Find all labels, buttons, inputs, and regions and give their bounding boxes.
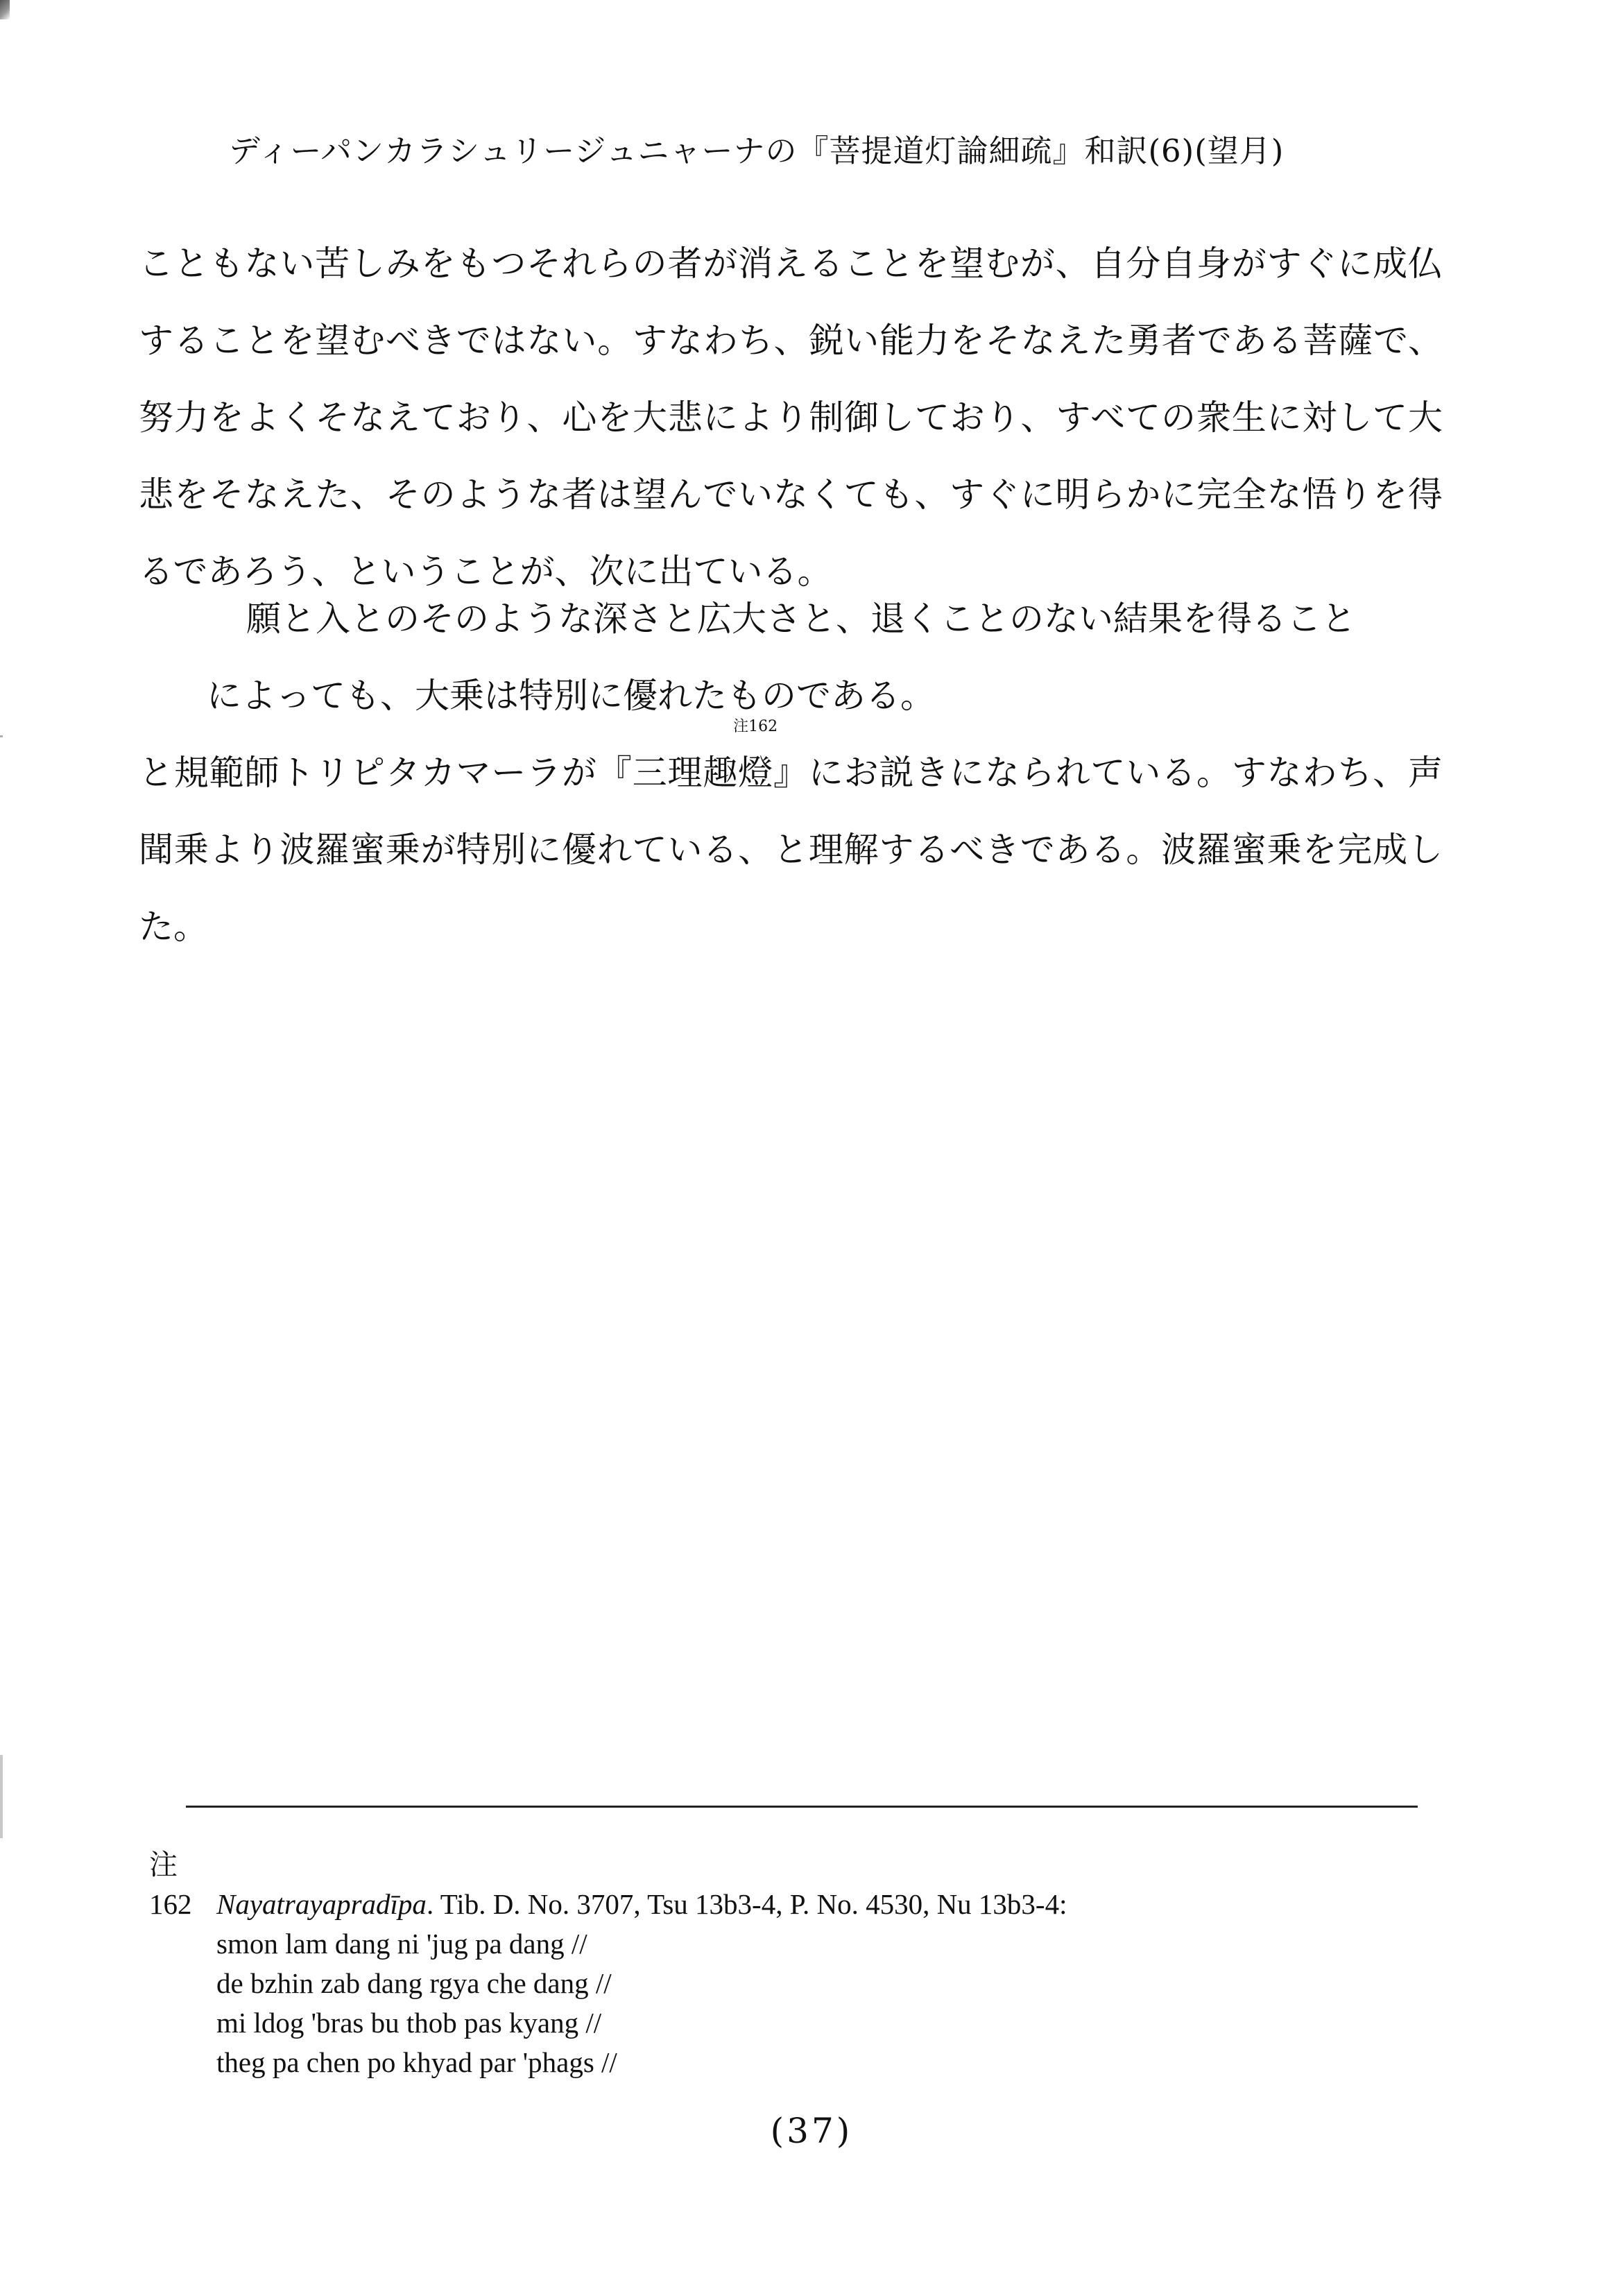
footnote — [149, 1845, 1398, 2082]
body-paragraph — [139, 225, 1443, 610]
footnote-divider — [186, 1806, 1418, 1808]
text-segment: と規範師トリピタカマーラが『三理趣 — [139, 753, 739, 793]
footnote-title: Nayatrayapradīpa — [216, 1888, 427, 1920]
scan-corner-mark — [0, 0, 10, 19]
quote-line: 願と入とのそのような深さと広大さと、退くことのない結果を得ること — [246, 599, 1356, 639]
paragraph-text: こともない苦しみをもつそれらの者が消えることを望むが、自分自身がすぐに成仏することを望むべきではない。すなわち、鋭い能力をそなえた勇者である菩薩で、努力をよくそなえており、心を大悲により制御しており、すべての衆生に対して大悲をそなえた、そのような者は望んでいなくても、すぐに明らかに完全な悟りを得るであろう、ということが、次に出ている。 — [139, 243, 1443, 592]
footnote-label: 注162 — [149, 1849, 192, 1920]
footnote-citation-line — [149, 1845, 1398, 1924]
footnote-citation: . Tib. D. No. 3707, Tsu 13b3-4, P. No. 4530, Nu 13b3-4: — [426, 1888, 1067, 1920]
scan-edge-mark — [0, 735, 3, 737]
quote-line: によっても、大乗は特別に優れたものである。 — [207, 676, 935, 716]
paragraph-text — [139, 718, 1443, 966]
footnote-marker: 注162 — [733, 718, 778, 735]
referenced-word: 燈 — [738, 753, 773, 793]
running-header: ディーパンカラシュリージュニャーナの『菩提道灯論細疏』和訳(6)(望月) — [229, 132, 1285, 169]
text-segment: 』にお説きになられている。すなわち、声聞乗より波羅蜜乗が特別に優れている、と理解するべきである。波羅蜜乗を完成した。 — [139, 753, 1443, 947]
scan-edge-mark — [0, 1755, 3, 1838]
footnote-verse: smon lam dang ni 'jug pa dang // — [216, 1928, 587, 1960]
footnote-verse: mi ldog 'bras bu thob pas kyang // — [216, 2007, 602, 2039]
footnote-reference[interactable] — [733, 718, 778, 812]
body-paragraph — [139, 718, 1443, 966]
footnote-verse: de bzhin zab dang rgya che dang // — [216, 1967, 612, 1999]
block-quote — [139, 581, 1443, 735]
page-number: (37) — [770, 2111, 853, 2151]
footnote-verse: theg pa chen po khyad par 'phags // — [216, 2046, 617, 2078]
